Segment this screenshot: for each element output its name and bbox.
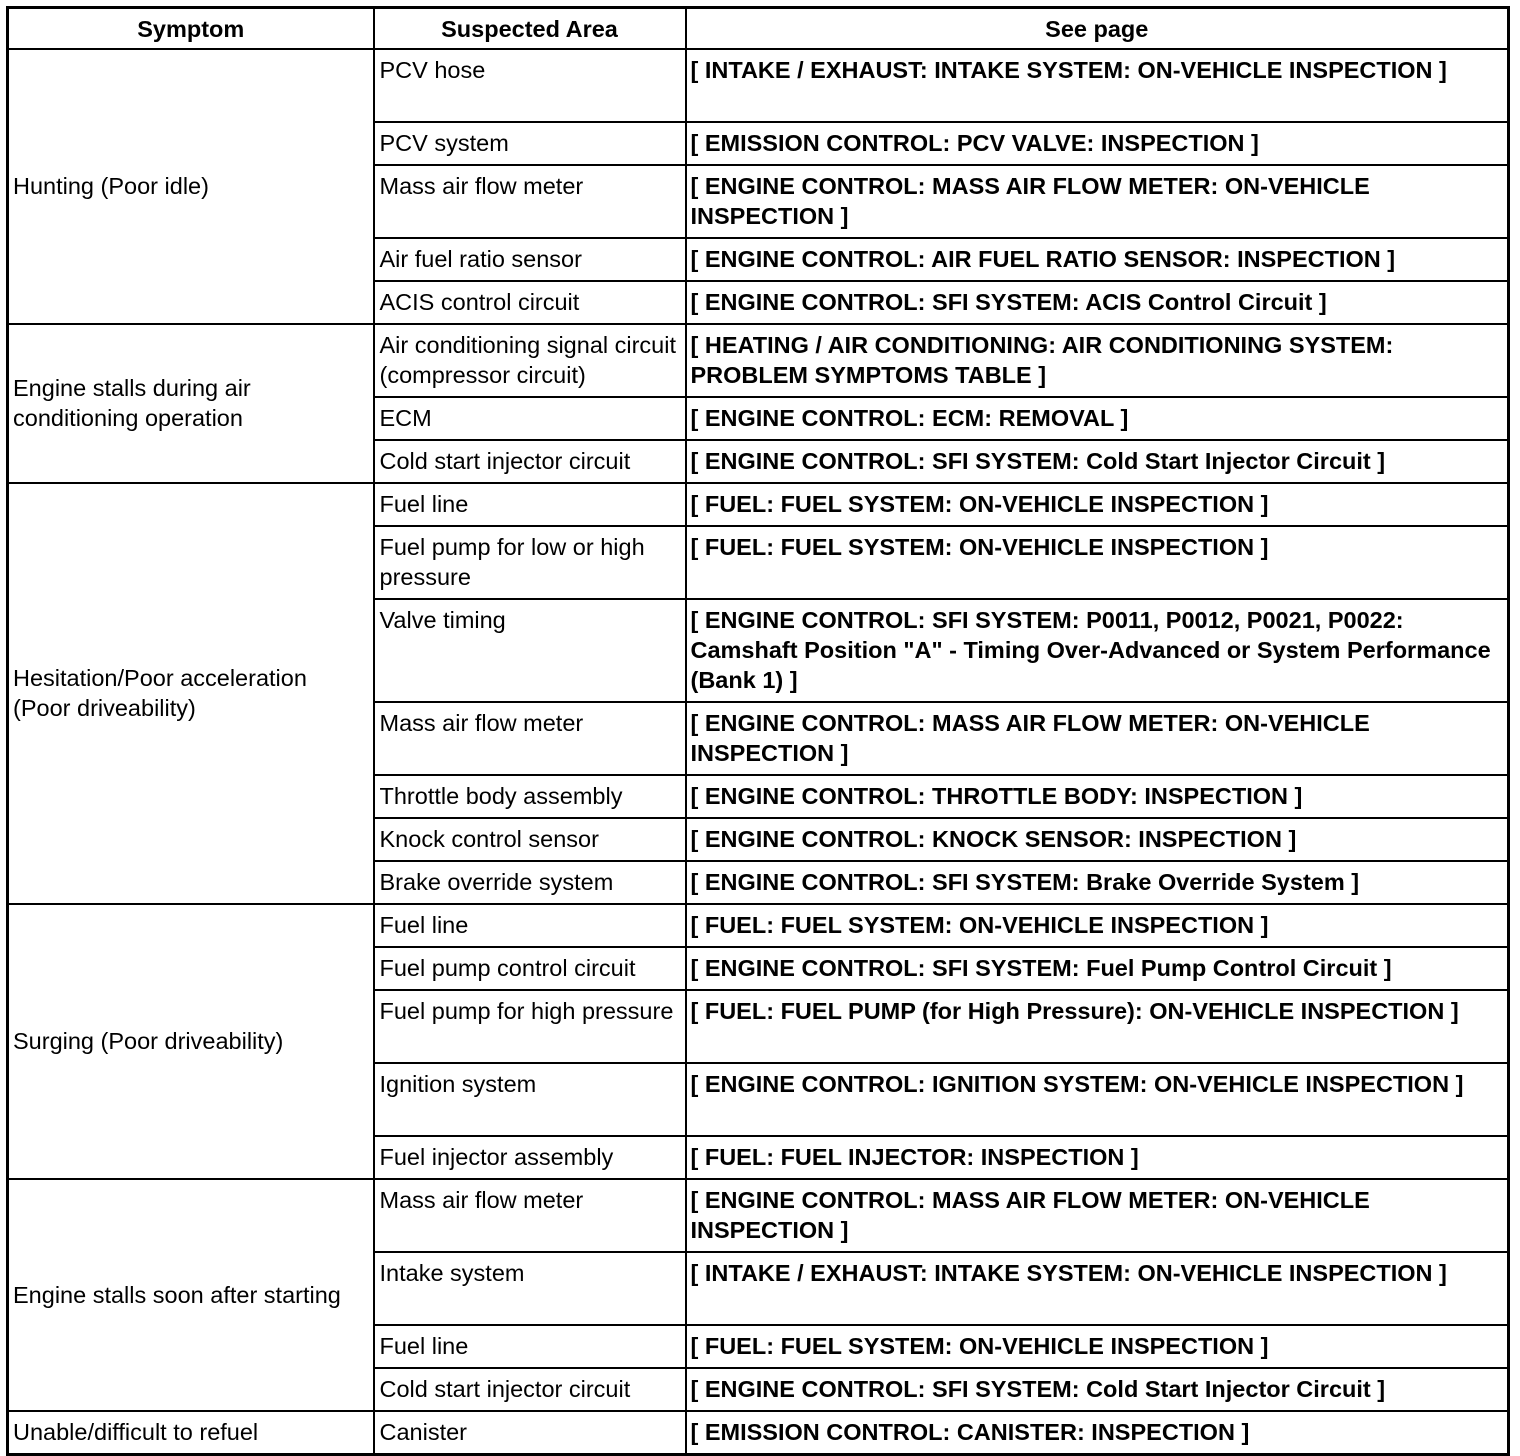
see-page-reference: [ ENGINE CONTROL: MASS AIR FLOW METER: ON-VEHICLE INSPECTION ] xyxy=(686,165,1509,238)
suspected-area-cell: Fuel pump for low or high pressure xyxy=(374,526,686,599)
suspected-area-cell: Cold start injector circuit xyxy=(374,440,686,483)
see-page-reference: [ ENGINE CONTROL: MASS AIR FLOW METER: ON-VEHICLE INSPECTION ] xyxy=(686,702,1509,775)
table-row xyxy=(8,324,1509,397)
see-page-reference: [ ENGINE CONTROL: THROTTLE BODY: INSPECTION ] xyxy=(686,775,1509,818)
suspected-area-cell: Throttle body assembly xyxy=(374,775,686,818)
see-page-reference: [ ENGINE CONTROL: SFI SYSTEM: Cold Start Injector Circuit ] xyxy=(686,1368,1509,1411)
symptom-cell: Surging (Poor driveability) xyxy=(8,904,374,1179)
suspected-area-cell: ACIS control circuit xyxy=(374,281,686,324)
suspected-area-cell: Knock control sensor xyxy=(374,818,686,861)
suspected-area-cell: Fuel pump control circuit xyxy=(374,947,686,990)
suspected-area-cell: ECM xyxy=(374,397,686,440)
suspected-area-cell: Ignition system xyxy=(374,1063,686,1136)
header-suspected-area: Suspected Area xyxy=(374,8,686,50)
table-row xyxy=(8,1179,1509,1252)
see-page-reference: [ EMISSION CONTROL: PCV VALVE: INSPECTION ] xyxy=(686,122,1509,165)
suspected-area-cell: PCV hose xyxy=(374,49,686,122)
header-row xyxy=(8,8,1509,50)
see-page-reference: [ ENGINE CONTROL: AIR FUEL RATIO SENSOR: INSPECTION ] xyxy=(686,238,1509,281)
see-page-reference: [ HEATING / AIR CONDITIONING: AIR CONDITIONING SYSTEM: PROBLEM SYMPTOMS TABLE ] xyxy=(686,324,1509,397)
symptom-cell: Hunting (Poor idle) xyxy=(8,49,374,324)
header-symptom: Symptom xyxy=(8,8,374,50)
suspected-area-cell: Mass air flow meter xyxy=(374,702,686,775)
see-page-reference: [ INTAKE / EXHAUST: INTAKE SYSTEM: ON-VEHICLE INSPECTION ] xyxy=(686,1252,1509,1325)
see-page-reference: [ FUEL: FUEL SYSTEM: ON-VEHICLE INSPECTION ] xyxy=(686,904,1509,947)
see-page-reference: [ ENGINE CONTROL: SFI SYSTEM: Brake Override System ] xyxy=(686,861,1509,904)
see-page-reference: [ ENGINE CONTROL: KNOCK SENSOR: INSPECTION ] xyxy=(686,818,1509,861)
see-page-reference: [ INTAKE / EXHAUST: INTAKE SYSTEM: ON-VEHICLE INSPECTION ] xyxy=(686,49,1509,122)
suspected-area-cell: Fuel injector assembly xyxy=(374,1136,686,1179)
suspected-area-cell: Fuel line xyxy=(374,483,686,526)
problem-symptoms-table xyxy=(6,6,1510,1456)
see-page-reference: [ FUEL: FUEL SYSTEM: ON-VEHICLE INSPECTION ] xyxy=(686,483,1509,526)
suspected-area-cell: PCV system xyxy=(374,122,686,165)
table-body xyxy=(8,49,1509,1455)
see-page-reference: [ ENGINE CONTROL: SFI SYSTEM: ACIS Control Circuit ] xyxy=(686,281,1509,324)
see-page-reference: [ ENGINE CONTROL: IGNITION SYSTEM: ON-VEHICLE INSPECTION ] xyxy=(686,1063,1509,1136)
see-page-reference: [ FUEL: FUEL SYSTEM: ON-VEHICLE INSPECTION ] xyxy=(686,1325,1509,1368)
suspected-area-cell: Canister xyxy=(374,1411,686,1455)
suspected-area-cell: Brake override system xyxy=(374,861,686,904)
see-page-reference: [ ENGINE CONTROL: MASS AIR FLOW METER: ON-VEHICLE INSPECTION ] xyxy=(686,1179,1509,1252)
symptom-cell: Engine stalls soon after starting xyxy=(8,1179,374,1411)
header-see-page: See page xyxy=(686,8,1509,50)
suspected-area-cell: Fuel pump for high pressure xyxy=(374,990,686,1063)
suspected-area-cell: Fuel line xyxy=(374,904,686,947)
suspected-area-cell: Intake system xyxy=(374,1252,686,1325)
suspected-area-cell: Mass air flow meter xyxy=(374,165,686,238)
suspected-area-cell: Air conditioning signal circuit (compressor circuit) xyxy=(374,324,686,397)
see-page-reference: [ FUEL: FUEL INJECTOR: INSPECTION ] xyxy=(686,1136,1509,1179)
suspected-area-cell: Fuel line xyxy=(374,1325,686,1368)
see-page-reference: [ ENGINE CONTROL: ECM: REMOVAL ] xyxy=(686,397,1509,440)
table-row xyxy=(8,483,1509,526)
see-page-reference: [ ENGINE CONTROL: SFI SYSTEM: Cold Start Injector Circuit ] xyxy=(686,440,1509,483)
see-page-reference: [ ENGINE CONTROL: SFI SYSTEM: P0011, P0012, P0021, P0022: Camshaft Position "A" - Timing Over-Advanced or System Performance (Bank 1) ] xyxy=(686,599,1509,702)
suspected-area-cell: Air fuel ratio sensor xyxy=(374,238,686,281)
symptom-cell: Hesitation/Poor acceleration (Poor driveability) xyxy=(8,483,374,904)
suspected-area-cell: Cold start injector circuit xyxy=(374,1368,686,1411)
see-page-reference: [ FUEL: FUEL SYSTEM: ON-VEHICLE INSPECTION ] xyxy=(686,526,1509,599)
table-header xyxy=(8,8,1509,50)
table-row xyxy=(8,1411,1509,1455)
see-page-reference: [ EMISSION CONTROL: CANISTER: INSPECTION ] xyxy=(686,1411,1509,1455)
suspected-area-cell: Mass air flow meter xyxy=(374,1179,686,1252)
symptom-cell: Engine stalls during air conditioning operation xyxy=(8,324,374,483)
see-page-reference: [ ENGINE CONTROL: SFI SYSTEM: Fuel Pump Control Circuit ] xyxy=(686,947,1509,990)
symptom-cell: Unable/difficult to refuel xyxy=(8,1411,374,1455)
suspected-area-cell: Valve timing xyxy=(374,599,686,702)
table-row xyxy=(8,904,1509,947)
table-row xyxy=(8,49,1509,122)
see-page-reference: [ FUEL: FUEL PUMP (for High Pressure): ON-VEHICLE INSPECTION ] xyxy=(686,990,1509,1063)
